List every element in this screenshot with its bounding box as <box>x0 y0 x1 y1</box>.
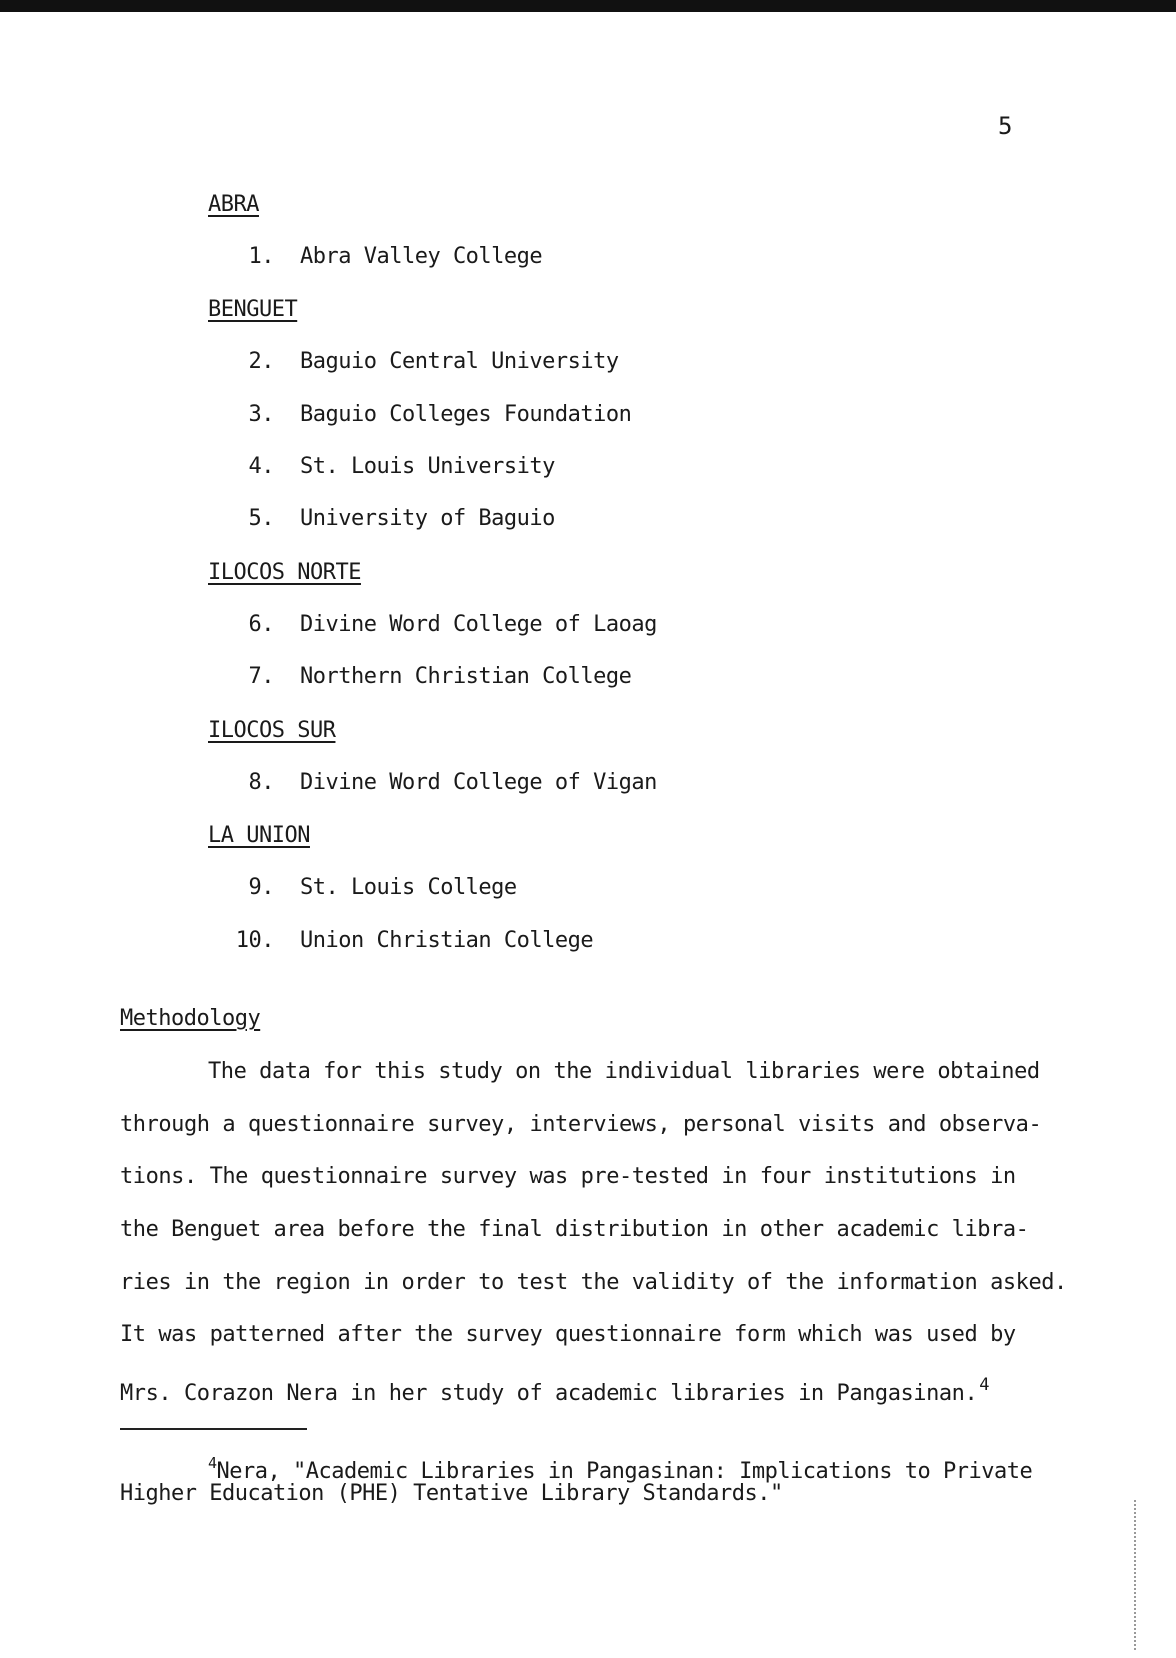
list-item-number: 8. <box>248 770 274 795</box>
list-item <box>226 402 631 427</box>
section-heading-benguet: BENGUET <box>208 297 298 322</box>
list-item-text: Abra Valley College <box>300 244 543 269</box>
scan-top-border <box>0 0 1176 12</box>
list-item-text: Divine Word College of Vigan <box>300 770 657 795</box>
list-item <box>226 612 657 637</box>
paragraph-line: the Benguet area before the final distribution in other academic libra- <box>120 1217 1029 1242</box>
list-item-text: Divine Word College of Laoag <box>300 612 657 637</box>
footnote-line <box>208 1454 1032 1484</box>
section-heading-ilocos-norte: ILOCOS NORTE <box>208 560 361 585</box>
list-item <box>226 664 631 689</box>
paragraph-line-text: Mrs. Corazon Nera in her study of academic libraries in Pangasinan. <box>120 1381 978 1406</box>
scan-artifact <box>1134 1500 1140 1650</box>
list-item-text: Northern Christian College <box>300 664 632 689</box>
list-item-text: University of Baguio <box>300 506 555 531</box>
section-heading-la-union: LA UNION <box>208 823 310 848</box>
list-item-text: Baguio Central University <box>300 349 619 374</box>
footnote-reference: 4 <box>979 1375 990 1395</box>
list-item-number: 10. <box>235 928 274 953</box>
paragraph-line: ries in the region in order to test the validity of the information asked. <box>120 1270 1067 1295</box>
list-item-number: 4. <box>248 454 274 479</box>
list-item-number: 9. <box>248 875 274 900</box>
list-item-number: 6. <box>248 612 274 637</box>
footnote-text: Nera, "Academic Libraries in Pangasinan: Implications to Private <box>216 1459 1033 1484</box>
list-item-number: 2. <box>248 349 274 374</box>
list-item <box>226 770 657 795</box>
paragraph-line: The data for this study on the individual libraries were obtained <box>208 1059 1040 1084</box>
list-item-number: 5. <box>248 506 274 531</box>
list-item-number: 7. <box>248 664 274 689</box>
footnote-line: Higher Education (PHE) Tentative Library Standards." <box>120 1481 783 1506</box>
section-heading-abra: ABRA <box>208 192 259 217</box>
paragraph-line: through a questionnaire survey, interviews, personal visits and observa- <box>120 1112 1042 1137</box>
list-item <box>226 875 517 900</box>
paragraph-line: tions. The questionnaire survey was pre-tested in four institutions in <box>120 1164 1016 1189</box>
paragraph-line: It was patterned after the survey questionnaire form which was used by <box>120 1322 1016 1347</box>
paragraph-line-last <box>120 1375 989 1406</box>
list-item <box>226 928 593 953</box>
page-number: 5 <box>998 112 1013 140</box>
footnote-divider <box>120 1428 307 1430</box>
list-item-number: 1. <box>248 244 274 269</box>
section-heading-ilocos-sur: ILOCOS SUR <box>208 718 336 743</box>
list-item <box>226 454 555 479</box>
methodology-heading: Methodology <box>120 1006 261 1031</box>
list-item <box>226 506 555 531</box>
list-item-text: St. Louis College <box>300 875 517 900</box>
list-item-number: 3. <box>248 402 274 427</box>
list-item <box>226 244 542 269</box>
footnote-marker: 4 <box>208 1454 217 1472</box>
list-item-text: Union Christian College <box>300 928 594 953</box>
list-item-text: St. Louis University <box>300 454 555 479</box>
list-item-text: Baguio Colleges Foundation <box>300 402 632 427</box>
list-item <box>226 349 619 374</box>
